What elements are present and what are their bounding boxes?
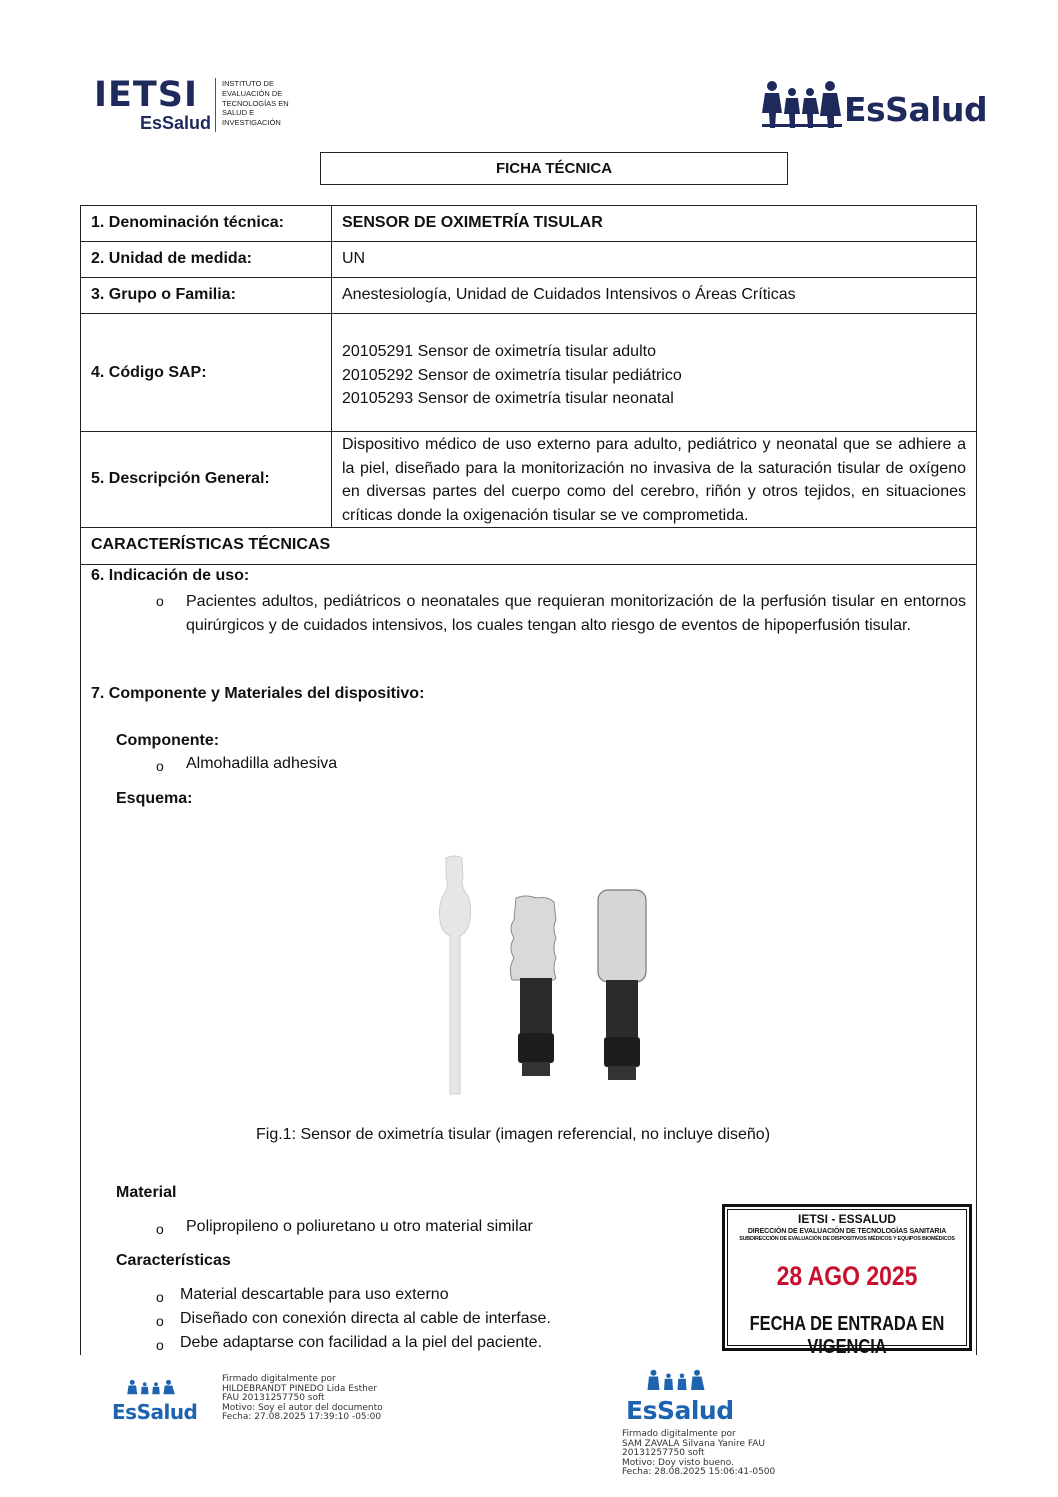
sap-code-line: 20105293 Sensor de oximetría tisular neonatal	[342, 390, 674, 407]
signature-logo-left	[112, 1376, 198, 1426]
figure-caption: Fig.1: Sensor de oximetría tisular (imagen referencial, no incluye diseño)	[256, 1126, 771, 1143]
essalud-logo-word: EsSalud	[844, 90, 988, 129]
document-title: FICHA TÉCNICA	[320, 152, 788, 185]
indicacion-heading: 6. Indicación de uso:	[91, 567, 250, 584]
label-codigo-sap: 4. Código SAP:	[91, 364, 207, 381]
bullet-icon: o	[156, 1221, 164, 1237]
stamp-footer: FECHA DE ENTRADA EN VIGENCIA	[749, 1313, 945, 1358]
material-subheading: Material	[116, 1184, 177, 1201]
signature-logo-word: EsSalud	[112, 1400, 198, 1424]
componente-item: Almohadilla adhesiva	[186, 755, 338, 772]
column-divider	[331, 205, 332, 528]
validity-stamp	[722, 1204, 972, 1358]
bullet-icon: o	[156, 758, 164, 774]
stamp-date: 28 AGO 2025	[776, 1261, 918, 1291]
essalud-logo	[762, 78, 992, 134]
bullet-icon: o	[156, 1289, 164, 1305]
value-unidad: UN	[342, 250, 366, 267]
material-item: Polipropileno o poliuretano u otro material similar	[186, 1218, 533, 1235]
ietsi-logo-word: IETSI	[94, 75, 199, 115]
sensor-schematic-image	[430, 850, 660, 1100]
caracteristicas-subheading: Características	[116, 1252, 231, 1269]
label-unidad: 2. Unidad de medida:	[91, 250, 252, 267]
value-descripcion: Dispositivo médico de uso externo para adulto, pediátrico y neonatal que se adhiere a la piel, diseñado para la monitorización no invasiva de la saturación tisular de oxígeno en diversas partes del cuerpo como del cerebro, riñón y otros tejidos, en situaciones críticas donde la oxigenación tisular se ve comprometida.	[342, 436, 966, 524]
label-descripcion: 5. Descripción General:	[91, 470, 270, 487]
ietsi-logo-sub: EsSalud	[140, 113, 212, 133]
sap-code-line: 20105292 Sensor de oximetría tisular pediátrico	[342, 366, 682, 384]
family-figures-icon	[126, 1376, 176, 1400]
label-grupo: 3. Grupo o Familia:	[91, 286, 236, 303]
signature-right-text: Firmado digitalmente por SAM ZAVALA Silvana Yanire FAU 20131257750 soft Motivo: Doy visto bueno. Fecha: 28.08.2025 15:06:41-0500	[622, 1429, 776, 1477]
family-figures-icon	[646, 1366, 706, 1396]
label-denominacion: 1. Denominación técnica:	[91, 214, 284, 231]
bullet-icon: o	[156, 1337, 164, 1353]
stamp-title: IETSI - ESSALUD	[797, 1212, 896, 1226]
value-grupo: Anestesiología, Unidad de Cuidados Intensivos o Áreas Críticas	[342, 286, 796, 303]
stamp-subdirection: SUBDIRECCIÓN DE EVALUACIÓN DE DISPOSITIVOS MÉDICOS Y EQUIPOS BIOMÉDICOS	[739, 1236, 955, 1242]
ietsi-logo	[94, 76, 314, 136]
signature-logo-right	[626, 1366, 734, 1430]
family-figures-icon	[762, 78, 842, 130]
ietsi-logo-description: INSTITUTO DE EVALUACIÓN DE TECNOLOGÍAS EN SALUD E INVESTIGACIÓN	[222, 79, 289, 128]
signature-logo-word: EsSalud	[626, 1396, 734, 1425]
stamp-direction: DIRECCIÓN DE EVALUACIÓN DE TECNOLOGÍAS SANITARIA	[747, 1228, 947, 1235]
bullet-icon: o	[156, 593, 164, 609]
feature-item: Diseñado con conexión directa al cable de interfase.	[180, 1310, 551, 1327]
componente-subheading: Componente:	[116, 732, 220, 749]
feature-item: Material descartable para uso externo	[180, 1286, 449, 1303]
feature-item: Debe adaptarse con facilidad a la piel del paciente.	[180, 1334, 543, 1351]
signature-left-text: Firmado digitalmente por HILDEBRANDT PINEDO Lida Esther FAU 20131257750 soft Motivo: Soy el autor del documento Fecha: 27.08.2025 17:39:10 -05:00	[222, 1374, 383, 1422]
bullet-icon: o	[156, 1313, 164, 1329]
ietsi-logo-divider	[215, 78, 216, 132]
componentes-heading: 7. Componente y Materiales del dispositivo:	[91, 685, 425, 702]
value-denominacion: SENSOR DE OXIMETRÍA TISULAR	[342, 214, 603, 231]
esquema-subheading: Esquema:	[116, 790, 193, 807]
indicacion-text: Pacientes adultos, pediátricos o neonatales que requieran monitorización de la perfusión tisular en entornos quirúrgicos y de cuidados intensivos, los cuales tengan alto riesgo de eventos de hipoperfusión tisular.	[186, 593, 966, 634]
section-heading: CARACTERÍSTICAS TÉCNICAS	[91, 536, 331, 553]
sap-code-line: 20105291 Sensor de oximetría tisular adulto	[342, 343, 656, 360]
value-codigo-sap	[342, 340, 682, 411]
